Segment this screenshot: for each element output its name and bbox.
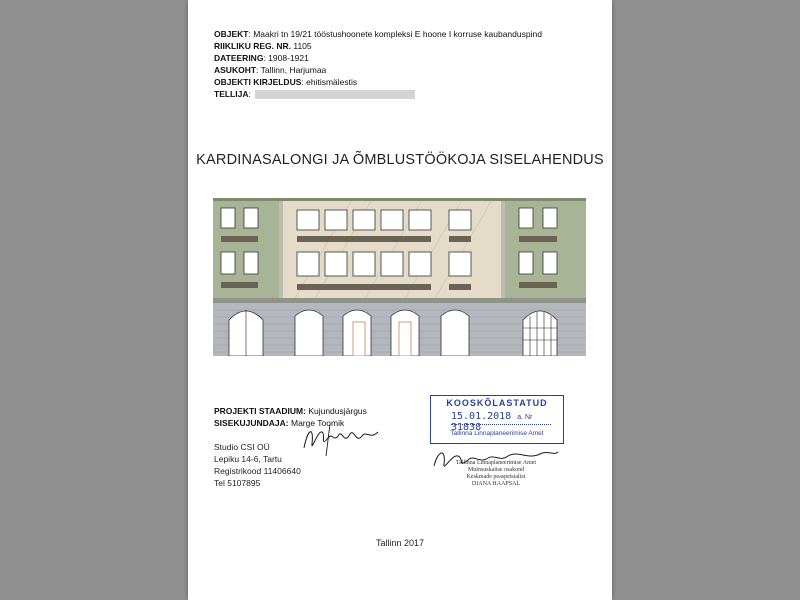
stamp-number: 15.01.2018 a. Nr 31838 [451,411,533,433]
meta-row-reg: RIIKLIKU REG. NR. 1105 [214,41,312,51]
studio-line: Tel 5107895 [214,478,261,488]
approval-stamp [430,395,564,444]
meta-row-kirjeldus: OBJEKTI KIRJELDUS: ehitismälestis [214,77,358,87]
facade-drawing [213,198,586,356]
document-title: KARDINASALONGI JA ÕMBLUSTÖÖKOJA SISELAHENDUS [196,152,604,168]
stamp-organization: Tallinna Linnaplaneerimise Amet [450,430,544,437]
redacted-field [255,90,415,99]
meta-row-objekt: OBJEKT: Maakri tn 19/21 tööstushoonete kompleksi E hoone I korruse kaubanduspind [214,29,542,39]
department-stamp: Tallinna Linnaplaneerimise Amet Muinsuskaitse osakond Keskmade peaspetsialist DIANA HAAPSAL [455,460,537,487]
stamp-heading: KOOSKÕLASTATUD [446,398,548,408]
meta-row-asukoht: ASUKOHT: Tallinn, Harjumaa [214,65,327,75]
designer-signature [300,418,382,458]
meta-row-dateering: DATEERING: 1908-1921 [214,53,309,63]
designer-row: SISEKUJUNDAJA: Marge Toomik [214,418,345,428]
document-page [188,0,612,600]
stamp-divider [451,424,551,425]
studio-address [214,441,301,489]
stage-row: PROJEKTI STAADIUM: Kujundusjärgus [214,406,367,416]
studio-line: Studio CSI OÜ [214,442,270,452]
meta-row-tellija: TELLIJA: [214,88,542,100]
studio-line: Lepiku 14-6, Tartu [214,454,282,464]
studio-line: Registrikood 11406640 [214,466,301,476]
object-metadata [214,28,542,100]
footer-place-year: Tallinn 2017 [375,538,425,548]
